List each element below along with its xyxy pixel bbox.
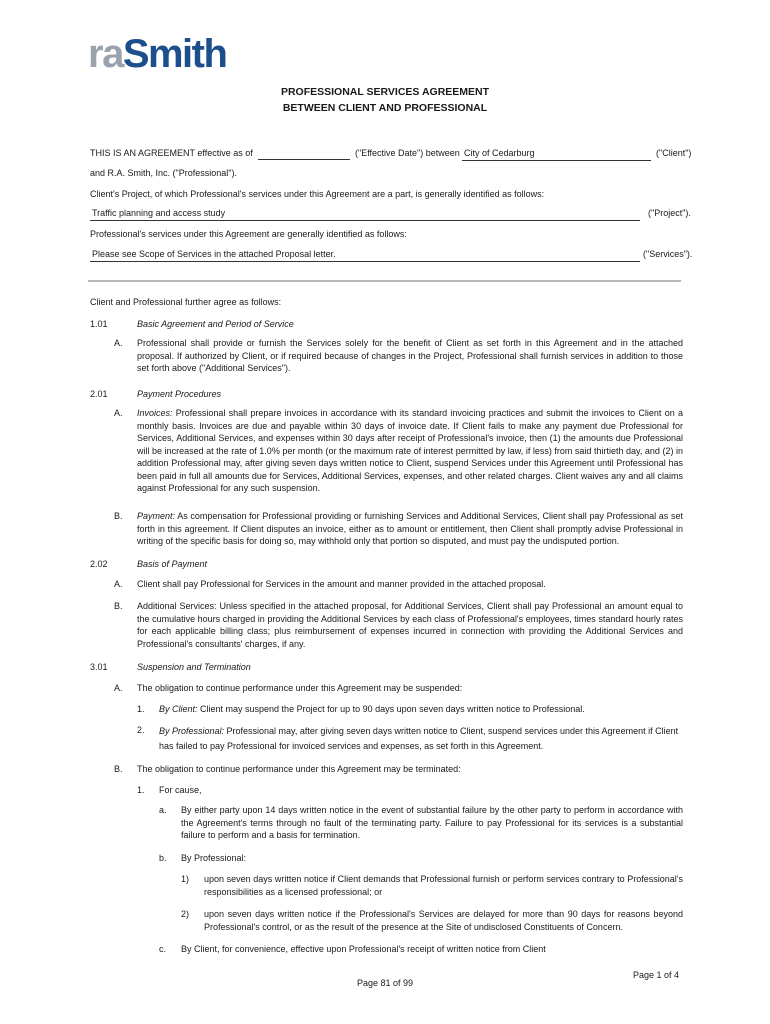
subitem-text: By either party upon 14 days written notice in the event of substantial failure by the other party to perform in accordance with the Agreement's terms through no fault of the terminating party. Failure to pay Professional for its services is a substantial failure to perform and a basis for termination. <box>181 805 683 840</box>
item-text <box>159 724 683 754</box>
company-logo <box>88 32 226 76</box>
clause-lead: Payment: <box>137 511 176 521</box>
section-number: 1.01 <box>90 319 108 329</box>
page-of-label: Page 1 of 4 <box>633 970 680 980</box>
effective-date-field[interactable] <box>258 147 350 160</box>
section-heading: Basic Agreement and Period of Service <box>137 319 294 329</box>
section-heading: Basis of Payment <box>137 559 208 569</box>
client-name-field[interactable]: City of Cedarburg <box>462 147 651 161</box>
section-heading: Payment Procedures <box>137 389 222 399</box>
clause-body: Professional shall prepare invoices in accordance with its standard invoicing practices and submit the invoices to Client on a monthly basis. Invoices are due and payable within 30 days of invoice date. If Client fails to make any payment due Professional for Services, Additional Services, and expenses within 30 days after receipt of Professional's invoice, then (1) the amounts due Professional will be increased at the rate of 1.0% per month (or the maximum rate of interest permitted by law, if less) from said thirtieth day, and (2) in addition Professional may, after giving seven days written notice to Client, suspend Services under this Agreement until Professional has been paid in full all amounts due for Services, Additional Services, expenses, and other related charges. Client waives any and all claims against Professional for any such suspension. <box>137 408 683 493</box>
item-text <box>159 703 683 716</box>
clause-letter: A. <box>114 683 123 693</box>
section-divider <box>88 280 681 282</box>
services-intro: Professional's services under this Agreement are generally identified as follows: <box>90 229 407 239</box>
intro-prefix: THIS IS AN AGREEMENT effective as of <box>90 148 253 158</box>
professional-line: and R.A. Smith, Inc. ("Professional"). <box>90 168 237 178</box>
point-number: 1) <box>181 874 190 884</box>
logo-ra: ra <box>88 32 123 76</box>
item-number: 1. <box>137 704 145 714</box>
item-lead: By Client: <box>159 704 198 714</box>
item-body: Professional may, after giving seven days written notice to Client, suspend services under this Agreement if Client has failed to pay Professional for invoiced services and expenses, as set forth in this Agreement. <box>159 726 679 751</box>
project-label: ("Project"). <box>648 208 691 218</box>
clause-text: Additional Services: Unless specified in the attached proposal, for Additional Services, Client shall pay Professional an amount equal to the cumulative hours charged in providing the Additional Services by each class of Professional's employees, times standard hourly rates for each applicable billing class; plus reimbursement of expenses incurred in connection with providing the Additional Services and Professional's consultants' charges, if any. <box>137 601 683 649</box>
clause-text: Client shall pay Professional for Services in the amount and manner provided in the attached proposal. <box>137 579 546 589</box>
section-number: 2.01 <box>90 389 108 399</box>
clause-letter: B. <box>114 511 123 521</box>
subitem-text: By Client, for convenience, effective upon Professional's receipt of written notice from Client <box>181 944 546 954</box>
effective-date-label: ("Effective Date") between <box>355 148 460 158</box>
project-field[interactable]: Traffic planning and access study <box>90 207 640 221</box>
document-title-line1: PROFESSIONAL SERVICES AGREEMENT <box>280 86 490 98</box>
subitem-letter: a. <box>159 805 167 815</box>
item-number: 2. <box>137 725 145 735</box>
project-intro: Client's Project, of which Professional's services under this Agreement are a part, is generally identified as follows: <box>90 189 545 199</box>
further-agree: Client and Professional further agree as follows: <box>90 297 282 307</box>
section-heading: Suspension and Termination <box>137 662 251 672</box>
logo-smith: Smith <box>122 32 227 76</box>
item-body: Client may suspend the Project for up to 90 days upon seven days written notice to Professional. <box>197 704 585 714</box>
document-title-line2: BETWEEN CLIENT AND PROFESSIONAL <box>282 102 488 114</box>
subitem-letter: c. <box>159 944 167 954</box>
section-number: 3.01 <box>90 662 108 672</box>
clause-body: As compensation for Professional providing or furnishing Services and Additional Services, Client shall pay Professional as set forth in this agreement. If Client disputes an invoice, either as to amount or entitlement, then Client shall promptly advise Professional in writing of the specific basis for doing so, may withhold only that portion so disputed, and must pay the undisputed portion. <box>137 511 683 546</box>
clause-text <box>137 407 683 495</box>
point-number: 2) <box>181 909 190 919</box>
client-label: ("Client") <box>656 148 692 158</box>
clause-text: Professional shall provide or furnish the Services solely for the benefit of Client as set forth in this Agreement and in the attached proposal. If authorized by Client, or if required because of changes in the Project, Professional shall furnish services in addition to those set forth above ("Additional Services"). <box>137 338 683 373</box>
item-text: For cause, <box>159 785 202 795</box>
clause-text <box>137 510 683 548</box>
clause-lead: Invoices: <box>137 408 173 418</box>
clause-letter: A. <box>114 579 123 589</box>
clause-letter: A. <box>114 338 123 348</box>
section-number: 2.02 <box>90 559 108 569</box>
services-field[interactable]: Please see Scope of Services in the attached Proposal letter. <box>90 248 640 262</box>
subitem-text: By Professional: <box>181 853 247 863</box>
clause-letter: B. <box>114 601 123 611</box>
clause-text: The obligation to continue performance under this Agreement may be terminated: <box>137 764 461 774</box>
clause-text: The obligation to continue performance under this Agreement may be suspended: <box>137 683 463 693</box>
services-label: ("Services"). <box>643 249 693 259</box>
item-lead: By Professional: <box>159 726 225 736</box>
clause-letter: B. <box>114 764 123 774</box>
point-text: upon seven days written notice if Client demands that Professional furnish or perform services contrary to Professional's responsibilities as a licensed professional; or <box>204 874 683 897</box>
page-overall-label: Page 81 of 99 <box>356 978 414 988</box>
subitem-letter: b. <box>159 853 167 863</box>
point-text: upon seven days written notice if the Professional's Services are delayed for more than 90 days for reasons beyond Professional's control, or as the result of the presence at the Site of undisclosed Constituents of Concern. <box>204 909 683 932</box>
clause-letter: A. <box>114 408 123 418</box>
item-number: 1. <box>137 785 145 795</box>
